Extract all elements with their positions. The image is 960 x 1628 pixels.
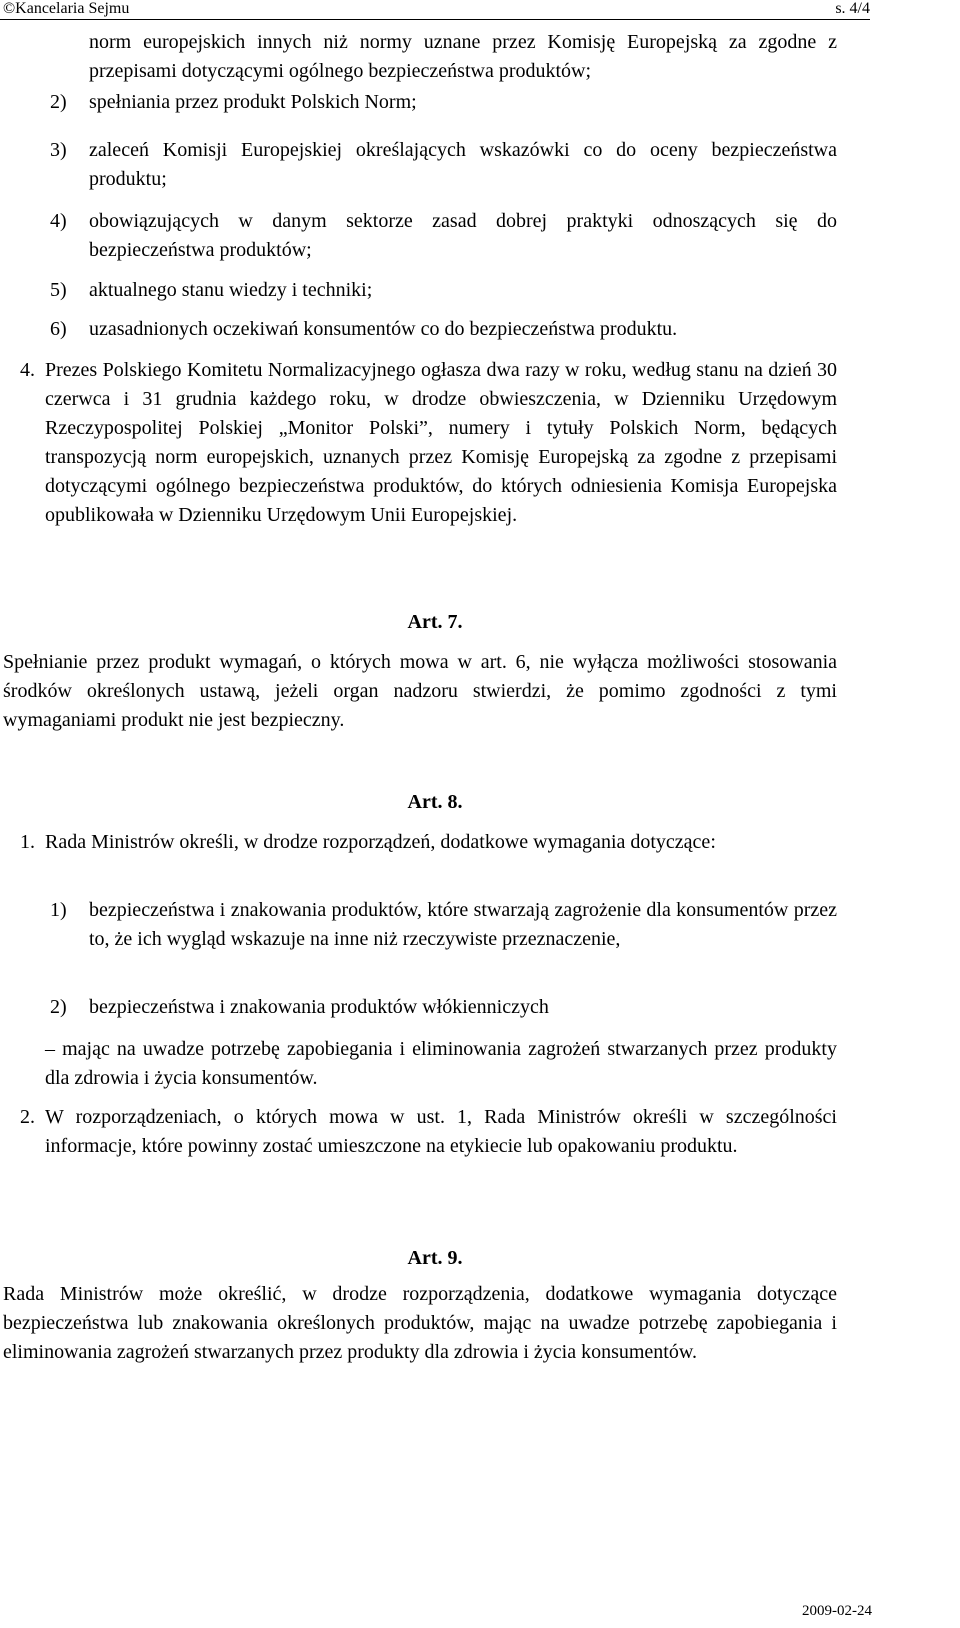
list-item-text: bezpieczeństwa i znakowania produktów włókienniczych (89, 996, 549, 1018)
list-item-text: uzasadnionych oczekiwań konsumentów co do bezpieczeństwa produktu. (89, 318, 678, 340)
page-header (0, 0, 870, 20)
list-item-number: 5) (50, 279, 67, 301)
paragraph-text: Prezes Polskiego Komitetu Normalizacyjnego ogłasza dwa razy w roku, według stanu na dzień 30 czerwca i 31 grudnia każdego roku, w drodze obwieszczenia, w Dzienniku Urzędowym Rzeczypospolitej Polskiej „Monitor Polski”, numery i tytuły Polskich Norm, będących transpozycją norm europejskich, uznanych przez Komisję Europejską za zgodne z przepisami dotyczącymi ogólnego bezpieczeństwa produktów, do których odniesienia Komisja Europejska opublikowała w Dzienniku Urzędowym Unii Europejskiej. (45, 359, 837, 526)
footer-date: 2009-02-24 (802, 1603, 872, 1619)
paragraph-text: Rada Ministrów określi, w drodze rozporządzeń, dodatkowe wymagania dotyczące: (45, 831, 716, 853)
list-item-number: 3) (50, 139, 67, 161)
article-8-closing-text: – mając na uwadze potrzebę zapobiegania i eliminowania zagrożeń stwarzanych przez produkty dla zdrowia i życia konsumentów. (45, 1038, 837, 1089)
article-9-text: Rada Ministrów może określić, w drodze rozporządzenia, dodatkowe wymagania dotyczące bezpieczeństwa lub znakowania określonych produktów, mając na uwadze potrzebę zapobiegania i eliminowania zagrożeń stwarzanych przez produkty dla zdrowia i życia konsumentów. (3, 1283, 837, 1363)
article-9-title: Art. 9. (407, 1247, 463, 1269)
paragraph-text: W rozporządzeniach, o których mowa w ust. 1, Rada Ministrów określi w szczególności informacje, które powinny zostać umieszczone na etykiecie lub opakowaniu produktu. (45, 1106, 837, 1157)
article-8-title: Art. 8. (407, 791, 463, 813)
list-item-number: 6) (50, 318, 67, 340)
list-item-number: 1) (50, 899, 67, 921)
paragraph-number: 1. (20, 831, 35, 853)
paragraph-number: 4. (20, 359, 35, 381)
list-item-continuation: norm europejskich innych niż normy uznane przez Komisję Europejską za zgodne z przepisami dotyczącymi ogólnego bezpieczeństwa produktów; (89, 31, 837, 82)
list-item-text: spełniania przez produkt Polskich Norm; (89, 91, 417, 113)
list-item-number: 4) (50, 210, 67, 232)
paragraph-number: 2. (20, 1106, 35, 1128)
list-item-number: 2) (50, 996, 67, 1018)
header-rule (0, 19, 870, 20)
article-7-title: Art. 7. (407, 611, 463, 633)
article-7-text: Spełnianie przez produkt wymagań, o których mowa w art. 6, nie wyłącza możliwości stosowania środków określonych ustawą, jeżeli organ nadzoru stwierdzi, że pomimo zgodności z tymi wymaganiami produkt nie jest bezpieczny. (3, 651, 837, 731)
list-item-text: obowiązujących w danym sektorze zasad dobrej praktyki odnoszących się do bezpieczeństwa produktów; (89, 210, 837, 261)
list-item-text: bezpieczeństwa i znakowania produktów, które stwarzają zagrożenie dla konsumentów przez to, że ich wygląd wskazuje na inne niż rzeczywiste przeznaczenie, (89, 899, 837, 950)
list-item-number: 2) (50, 91, 67, 113)
list-item-text: zaleceń Komisji Europejskiej określających wskazówki co do oceny bezpieczeństwa produktu; (89, 139, 837, 190)
header-publisher: ©Kancelaria Sejmu (3, 0, 130, 17)
list-item-text: aktualnego stanu wiedzy i techniki; (89, 279, 373, 301)
header-page-number: s. 4/4 (835, 0, 870, 17)
